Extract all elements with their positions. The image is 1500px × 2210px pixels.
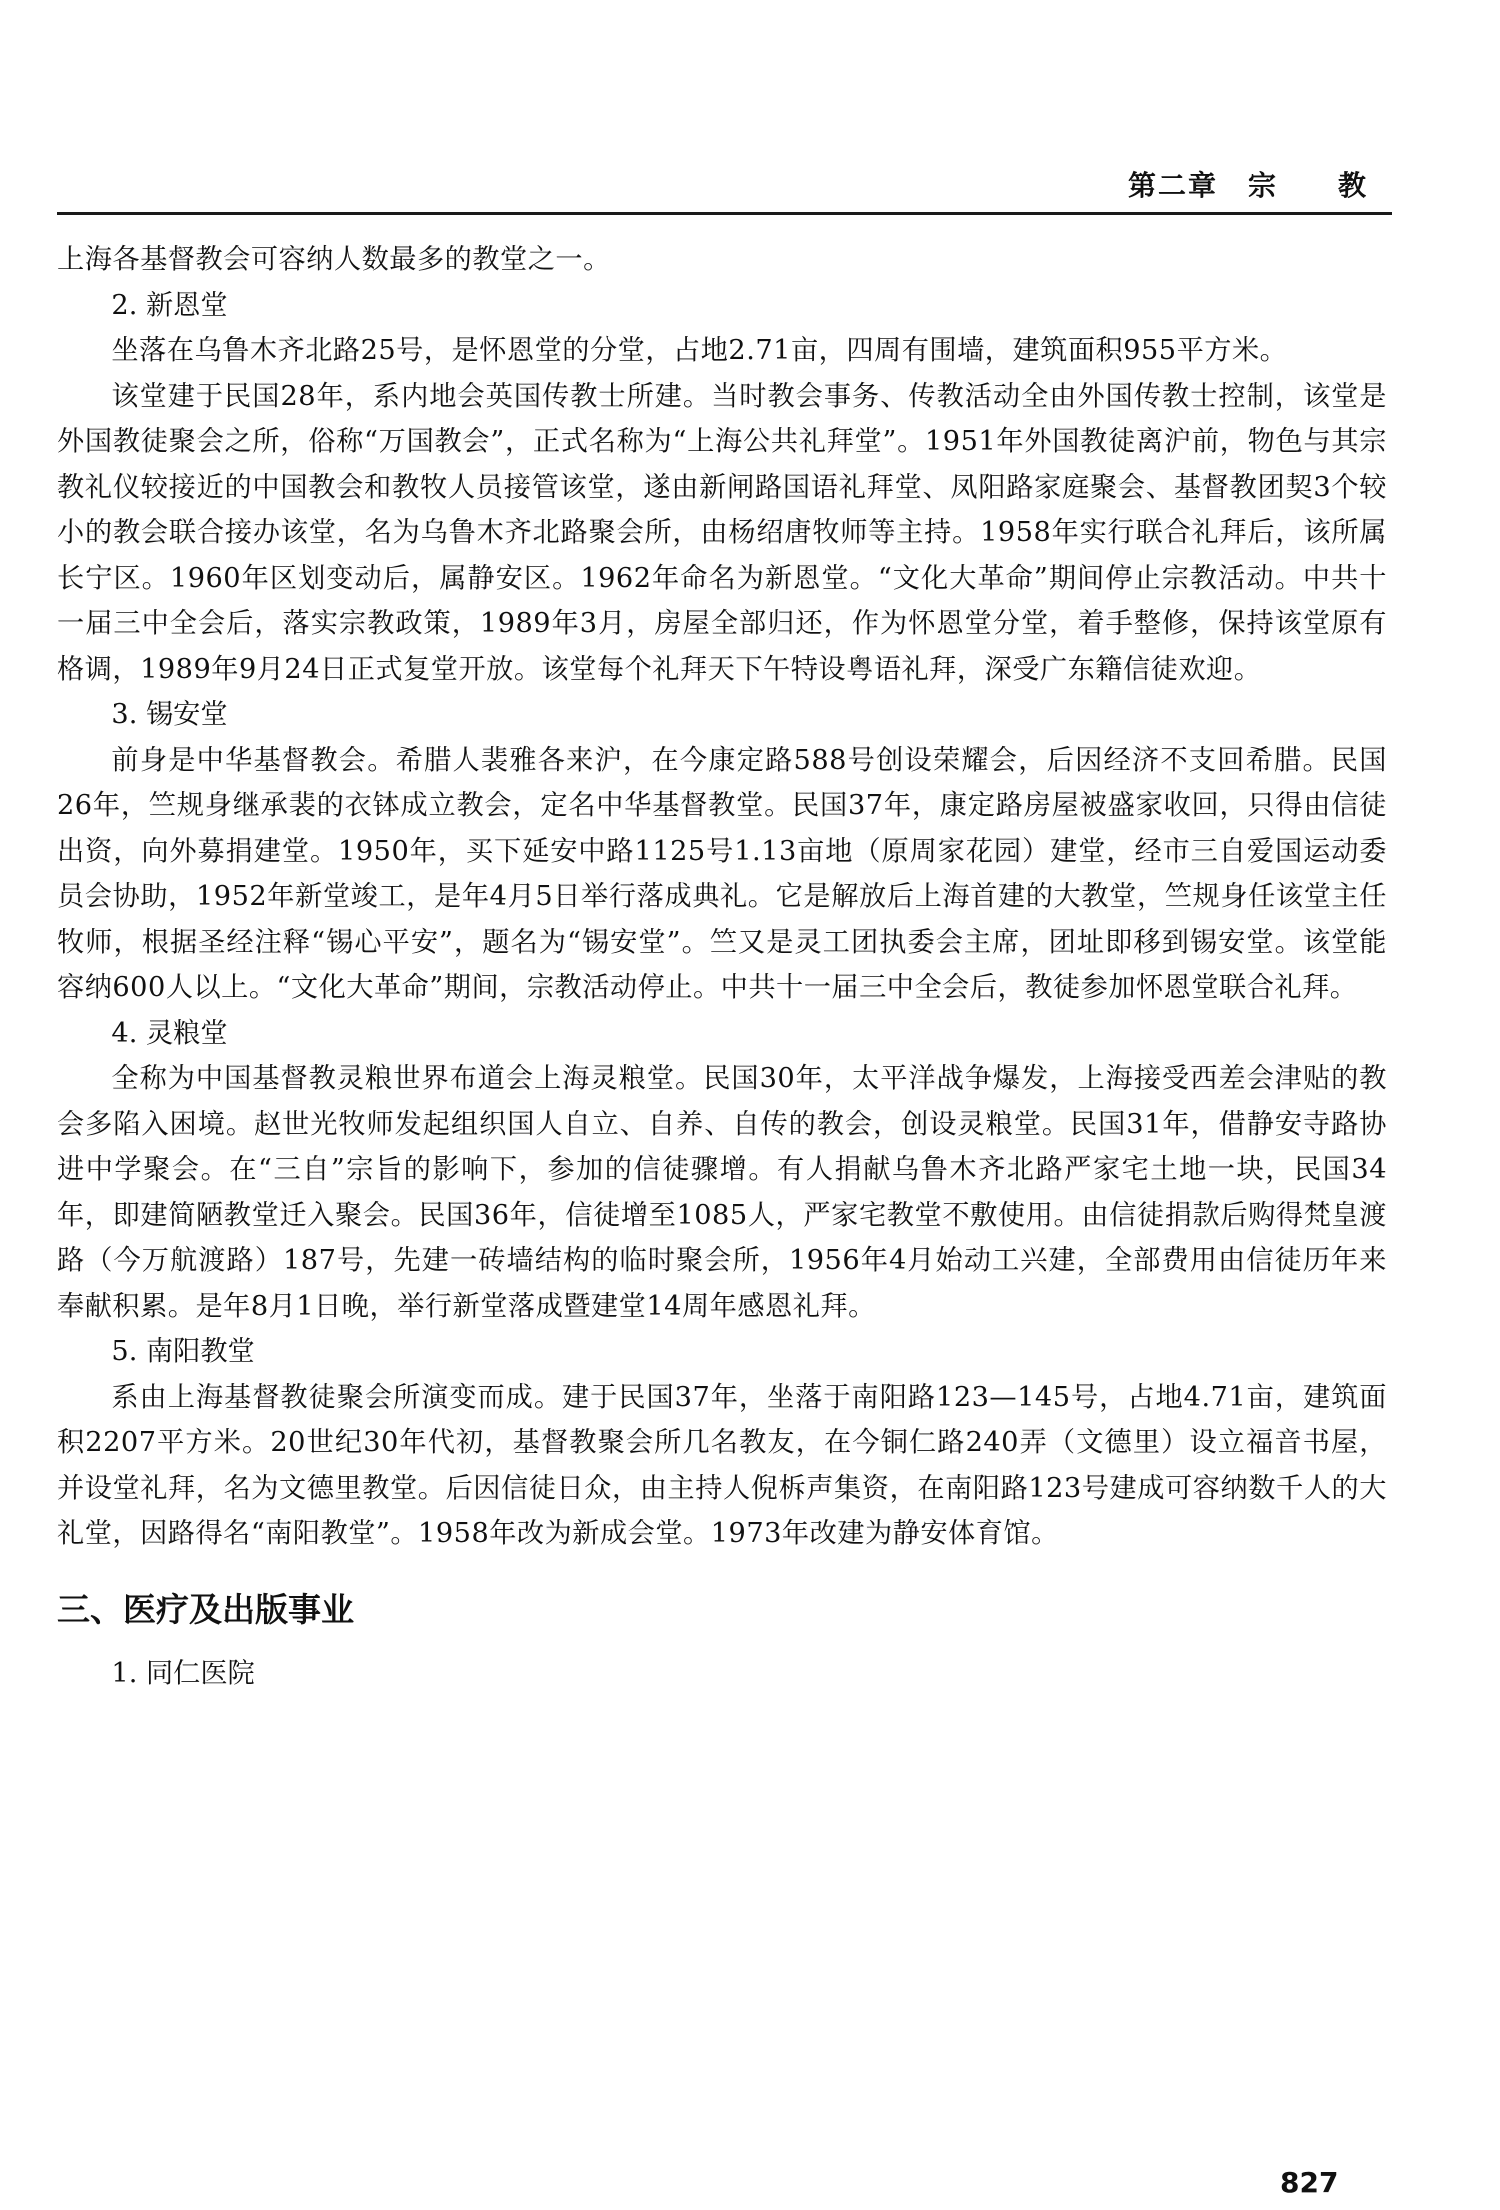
subheading-nanyang-church: 5. 南阳教堂 xyxy=(111,1336,255,1367)
paragraph: 系由上海基督教徒聚会所演变而成。建于民国37年，坐落于南阳路123—145号，占地4.71亩，建筑面积2207平方米。20世纪30年代初，基督教聚会所几名教友，在今铜仁路240弄（文德里）设立福音书屋，并设堂礼拜，名为文德里教堂。后因信徒日众，由主持人倪柝声集资，在南阳路123号建成可容纳数千人的大礼堂，因路得名“南阳教堂”。1958年改为新成会堂。1973年改建为静安体育馆。 xyxy=(57,1381,1387,1549)
running-header xyxy=(57,160,1392,215)
paragraph: 该堂建于民国28年，系内地会英国传教士所建。当时教会事务、传教活动全由外国传教士控制，该堂是外国教徒聚会之所，俗称“万国教会”，正式名称为“上海公共礼拜堂”。1951年外国教徒离沪前，物色与其宗教礼仪较接近的中国教会和教牧人员接管该堂，遂由新闸路国语礼拜堂、凤阳路家庭聚会、基督教团契3个较小的教会联合接办该堂，名为乌鲁木齐北路聚会所，由杨绍唐牧师等主持。1958年实行联合礼拜后，该所属长宁区。1960年区划变动后，属静安区。1962年命名为新恩堂。“文化大革命”期间停止宗教活动。中共十一届三中全会后，落实宗教政策，1989年3月，房屋全部归还，作为怀恩堂分堂，着手整修，保持该堂原有格调，1989年9月24日正式复堂开放。该堂每个礼拜天下午特设粤语礼拜，深受广东籍信徒欢迎。 xyxy=(57,380,1387,685)
page-body xyxy=(57,237,1387,1696)
paragraph: 全称为中国基督教灵粮世界布道会上海灵粮堂。民国30年，太平洋战争爆发，上海接受西差会津贴的教会多陷入困境。赵世光牧师发起组织国人自立、自养、自传的教会，创设灵粮堂。民国31年，借静安寺路协进中学聚会。在“三自”宗旨的影响下，参加的信徒骤增。有人捐献乌鲁木齐北路严家宅土地一块，民国34年，即建简陋教堂迁入聚会。民国36年，信徒增至1085人，严家宅教堂不敷使用。由信徒捐款后购得梵皇渡路（今万航渡路）187号，先建一砖墙结构的临时聚会所，1956年4月始动工兴建，全部费用由信徒历年来奉献积累。是年8月1日晚，举行新堂落成暨建堂14周年感恩礼拜。 xyxy=(57,1063,1387,1322)
section-heading: 三、医疗及出版事业 xyxy=(57,1589,354,1629)
chapter-title: 第二章 宗 教 xyxy=(1127,169,1368,202)
subheading-xinen-church: 2. 新恩堂 xyxy=(111,289,228,321)
page-number: 827 xyxy=(1280,2166,1339,2199)
subheading-tongren-hospital: 1. 同仁医院 xyxy=(111,1657,255,1689)
paragraph: 前身是中华基督教会。希腊人裴雅各来沪，在今康定路588号创设荣耀会，后因经济不支回希腊。民国26年，竺规身继承裴的衣钵成立教会，定名中华基督教堂。民国37年，康定路房屋被盛家收回，只得由信徒出资，向外募捐建堂。1950年，买下延安中路1125号1.13亩地（原周家花园）建堂，经市三自爱国运动委员会协助，1952年新堂竣工，是年4月5日举行落成典礼。它是解放后上海首建的大教堂，竺规身任该堂主任牧师，根据圣经注释“锡心平安”，题名为“锡安堂”。竺又是灵工团执委会主席，团址即移到锡安堂。该堂能容纳600人以上。“文化大革命”期间，宗教活动停止。中共十一届三中全会后，教徒参加怀恩堂联合礼拜。 xyxy=(57,744,1387,1003)
subheading-xian-church: 3. 锡安堂 xyxy=(111,699,228,730)
subheading-lingliang-church: 4. 灵粮堂 xyxy=(111,1017,228,1049)
paragraph-continued: 上海各基督教会可容纳人数最多的教堂之一。 xyxy=(57,244,611,275)
paragraph: 坐落在乌鲁木齐北路25号，是怀恩堂的分堂，占地2.71亩，四周有围墙，建筑面积955平方米。 xyxy=(111,335,1288,366)
